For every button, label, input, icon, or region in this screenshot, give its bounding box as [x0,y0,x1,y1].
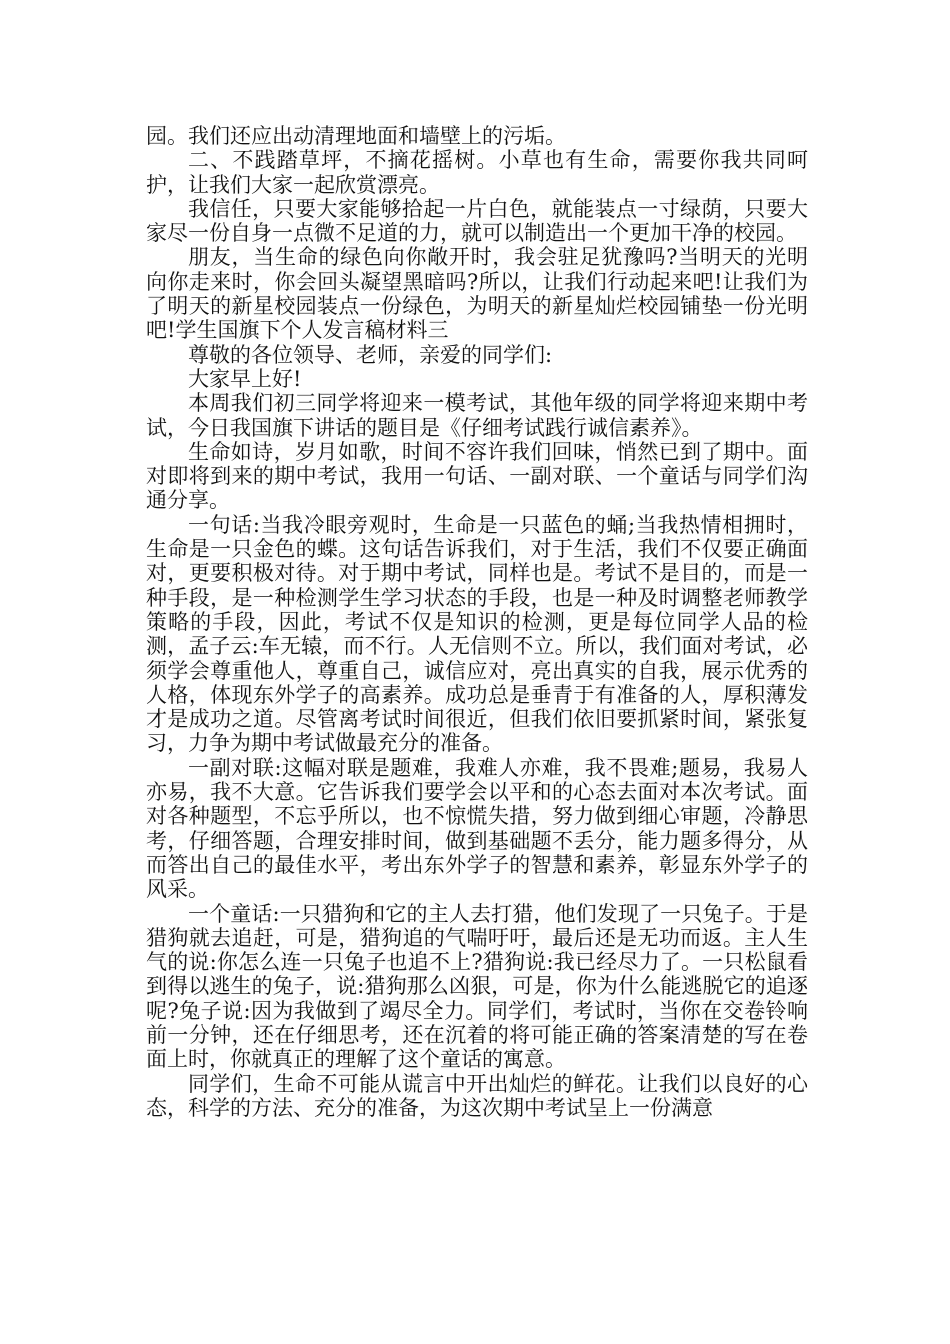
paragraph-4: 朋友，当生命的绿色向你敞开时，我会驻足犹豫吗?当明天的光明向你走来时，你会回头凝望黑暗吗?所以，让我们行动起来吧!让我们为了明天的新星校园装点一份绿色，为明天的新星灿烂校园铺垫一份光明吧!学生国旗下个人发言稿材料三 [146,245,808,343]
paragraph-11: 一个童话:一只猎狗和它的主人去打猎，他们发现了一只兔子。于是猎狗就去追赶，可是，猎狗追的气喘吁吁，最后还是无功而返。主人生气的说:你怎么连一只兔子也追不上?猎狗说:我已经尽力了。一只松鼠看到得以逃生的兔子，说:猎狗那么凶狠，可是，你为什么能逃脱它的追逐呢?兔子说:因为我做到了竭尽全力。同学们，考试时，当你在交卷铃响前一分钟，还在仔细思考，还在沉着的将可能正确的答案清楚的写在卷面上时，你就真正的理解了这个童话的寓意。 [146,901,808,1072]
paragraph-8: 生命如诗，岁月如歌，时间不容许我们回味，悄然已到了期中。面对即将到来的期中考试，我用一句话、一副对联、一个童话与同学们沟通分享。 [146,439,808,513]
paragraph-12: 同学们，生命不可能从谎言中开出灿烂的鲜花。让我们以良好的心态，科学的方法、充分的准备，为这次期中考试呈上一份满意 [146,1071,808,1120]
paragraph-1: 园。我们还应出动清理地面和墙壁上的污垢。 [146,124,566,148]
paragraph-7: 本周我们初三同学将迎来一模考试，其他年级的同学将迎来期中考试，今日我国旗下讲话的题目是《仔细考试践行诚信素养》。 [146,391,808,440]
paragraph-9: 一句话:当我冷眼旁观时，生命是一只蓝色的蛹;当我热情相拥时，生命是一只金色的蝶。这句话告诉我们，对于生活，我们不仅要正确面对，更要积极对待。对于期中考试，同样也是。考试不是目的，而是一种手段，是一种检测学生学习状态的手段，也是一种及时调整老师教学策略的手段，因此，考试不仅是知识的检测，更是每位同学人品的检测，孟子云:车无辕，而不行。人无信则不立。所以，我们面对考试，必须学会尊重他人，尊重自己，诚信应对，亮出真实的自我，展示优秀的人格，体现东外学子的高素养。成功总是垂青于有准备的人，厚积薄发才是成功之道。尽管离考试时间很近，但我们依旧要抓紧时间，紧张复习，力争为期中考试做最充分的准备。 [146,512,808,756]
paragraph-2: 二、不践踏草坪，不摘花摇树。小草也有生命，需要你我共同呵护，让我们大家一起欣赏漂亮。 [146,148,808,197]
paragraph-5: 尊敬的各位领导、老师，亲爱的同学们: [188,342,553,367]
paragraph-3: 我信任，只要大家能够拾起一片白色，就能装点一寸绿荫，只要大家尽一份自身一点微不足道的力，就可以制造出一个更加干净的校园。 [146,196,808,246]
paragraph-6: 大家早上好! [188,366,302,391]
document-body [146,124,808,1120]
paragraph-10: 一副对联:这幅对联是题难，我难人亦难，我不畏难;题易，我易人亦易，我不大意。它告诉我们要学会以平和的心态去面对本次考试。面对各种题型，不忘乎所以，也不惊慌失措，努力做到细心审题，冷静思考，仔细答题，合理安排时间，做到基础题不丢分，能力题多得分，从而答出自己的最佳水平，考出东外学子的智慧和素养，彰显东外学子的风采。 [146,755,808,902]
